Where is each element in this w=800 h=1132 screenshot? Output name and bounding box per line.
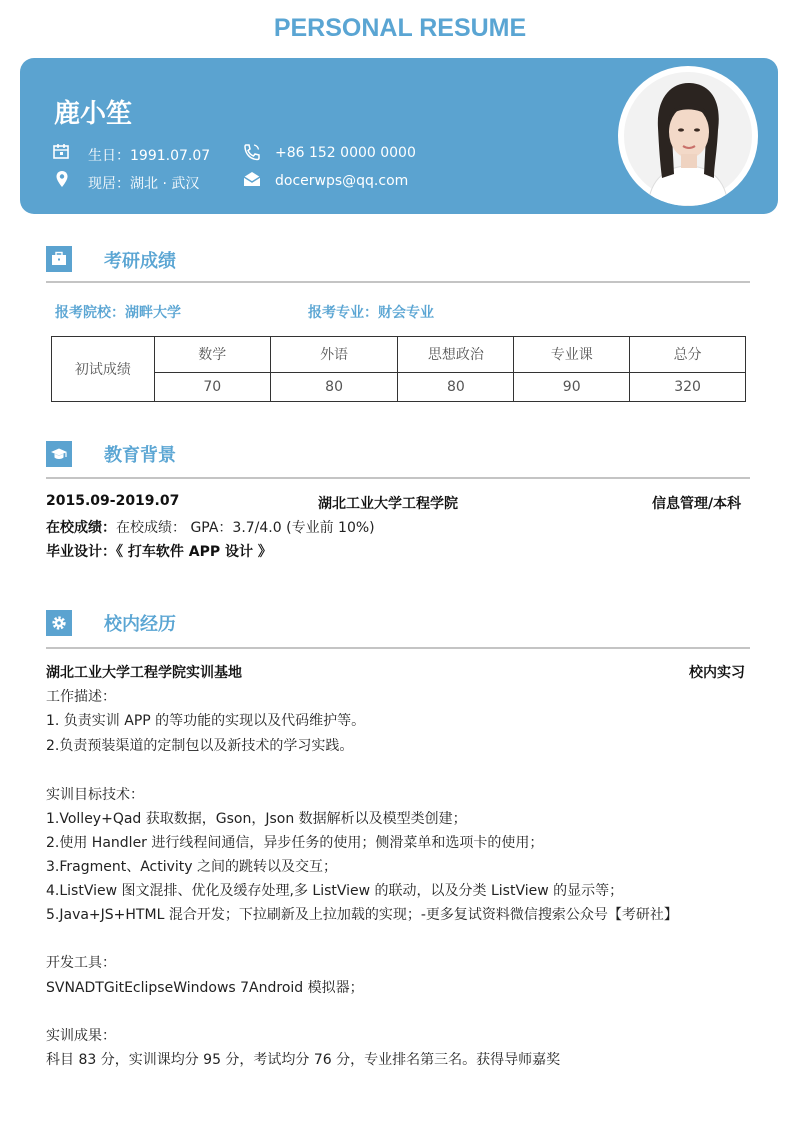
section-divider — [46, 647, 750, 649]
experience-line: 5.Java+JS+HTML 混合开发；下拉刷新及上拉加载的实现；-更多复试资料微信搜索公众号【考研社】 — [46, 907, 678, 923]
mail-icon — [242, 170, 262, 188]
profile-birth: 生日：1991.07.07 — [88, 148, 211, 164]
score-header-row — [52, 337, 746, 373]
exam-school: 报考院校：湖畔大学 — [55, 305, 181, 321]
experience-line: 3.Fragment、Activity 之间的跳转以及交互； — [46, 859, 338, 875]
experience-line: 2.使用 Handler 进行线程间通信，异步任务的使用；侧滑菜单和选项卡的使用； — [46, 835, 544, 851]
phone-icon — [242, 143, 262, 161]
gear-icon — [46, 610, 72, 636]
score-subject-cell: 总分 — [630, 337, 746, 373]
experience-line: 1.Volley+Qad 获取数据，Gson，Json 数据解析以及模型类创建； — [46, 811, 467, 827]
profile-photo — [618, 66, 758, 206]
experience-line: 开发工具： — [46, 955, 116, 971]
profile-email: docerwps@qq.com — [275, 173, 409, 189]
experience-line: SVNADTGitEclipseWindows 7Android 模拟器； — [46, 980, 364, 996]
score-subject-cell: 专业课 — [514, 337, 630, 373]
score-value-cell: 80 — [398, 372, 514, 401]
briefcase-icon — [46, 246, 72, 272]
section-divider — [46, 281, 750, 283]
score-value-row — [52, 372, 746, 401]
score-subject-cell: 外语 — [270, 337, 398, 373]
score-subject-cell: 思想政治 — [398, 337, 514, 373]
experience-line: 2.负责预装渠道的定制包以及新技术的学习实践。 — [46, 738, 354, 754]
education-period: 2015.09-2019.07 — [46, 493, 180, 509]
profile-location: 现居：湖北 · 武汉 — [88, 176, 200, 192]
experience-type: 校内实习 — [689, 665, 745, 681]
education-grades — [46, 517, 375, 537]
score-value-cell: 70 — [154, 372, 270, 401]
experience-org: 湖北工业大学工程学院实训基地 — [46, 665, 242, 681]
graduation-cap-icon — [46, 441, 72, 467]
experience-line: 科目 83 分，实训课均分 95 分，考试均分 76 分，专业排名第三名。获得导师嘉奖 — [46, 1052, 561, 1068]
exam-score-table — [51, 336, 746, 402]
experience-line: 实训成果： — [46, 1028, 116, 1044]
experience-line: 实训目标技术： — [46, 787, 144, 803]
section-title-exam: 考研成绩 — [104, 251, 176, 272]
calendar-icon — [52, 143, 72, 161]
experience-line: 1. 负责实训 APP 的等功能的实现以及代码维护等。 — [46, 713, 366, 729]
section-title-experience: 校内经历 — [104, 614, 176, 635]
exam-major: 报考专业：财会专业 — [308, 305, 434, 321]
section-divider — [46, 477, 750, 479]
location-pin-icon — [52, 170, 72, 188]
score-value-cell: 80 — [270, 372, 398, 401]
resume-title: PERSONAL RESUME — [273, 14, 527, 42]
experience-line: 工作描述： — [46, 689, 116, 705]
profile-phone: +86 152 0000 0000 — [275, 145, 416, 161]
section-title-education: 教育背景 — [104, 445, 176, 466]
score-row-label: 初试成绩 — [52, 337, 155, 402]
education-degree: 信息管理/本科 — [652, 496, 742, 512]
score-value-cell: 320 — [630, 372, 746, 401]
experience-line: 4.ListView 图文混排、优化及缓存处理,多 ListView 的联动，以及分类 ListView 的显示等； — [46, 883, 624, 899]
education-grades-text: 在校成绩： GPA：3.7/4.0 (专业前 10%) — [116, 520, 375, 536]
profile-name: 鹿小笙 — [54, 99, 133, 129]
education-grades-label: 在校成绩： — [46, 520, 116, 536]
education-school: 湖北工业大学工程学院 — [318, 496, 458, 512]
education-thesis: 毕业设计：《 打车软件 APP 设计 》 — [46, 544, 272, 560]
score-value-cell: 90 — [514, 372, 630, 401]
score-subject-cell: 数学 — [154, 337, 270, 373]
